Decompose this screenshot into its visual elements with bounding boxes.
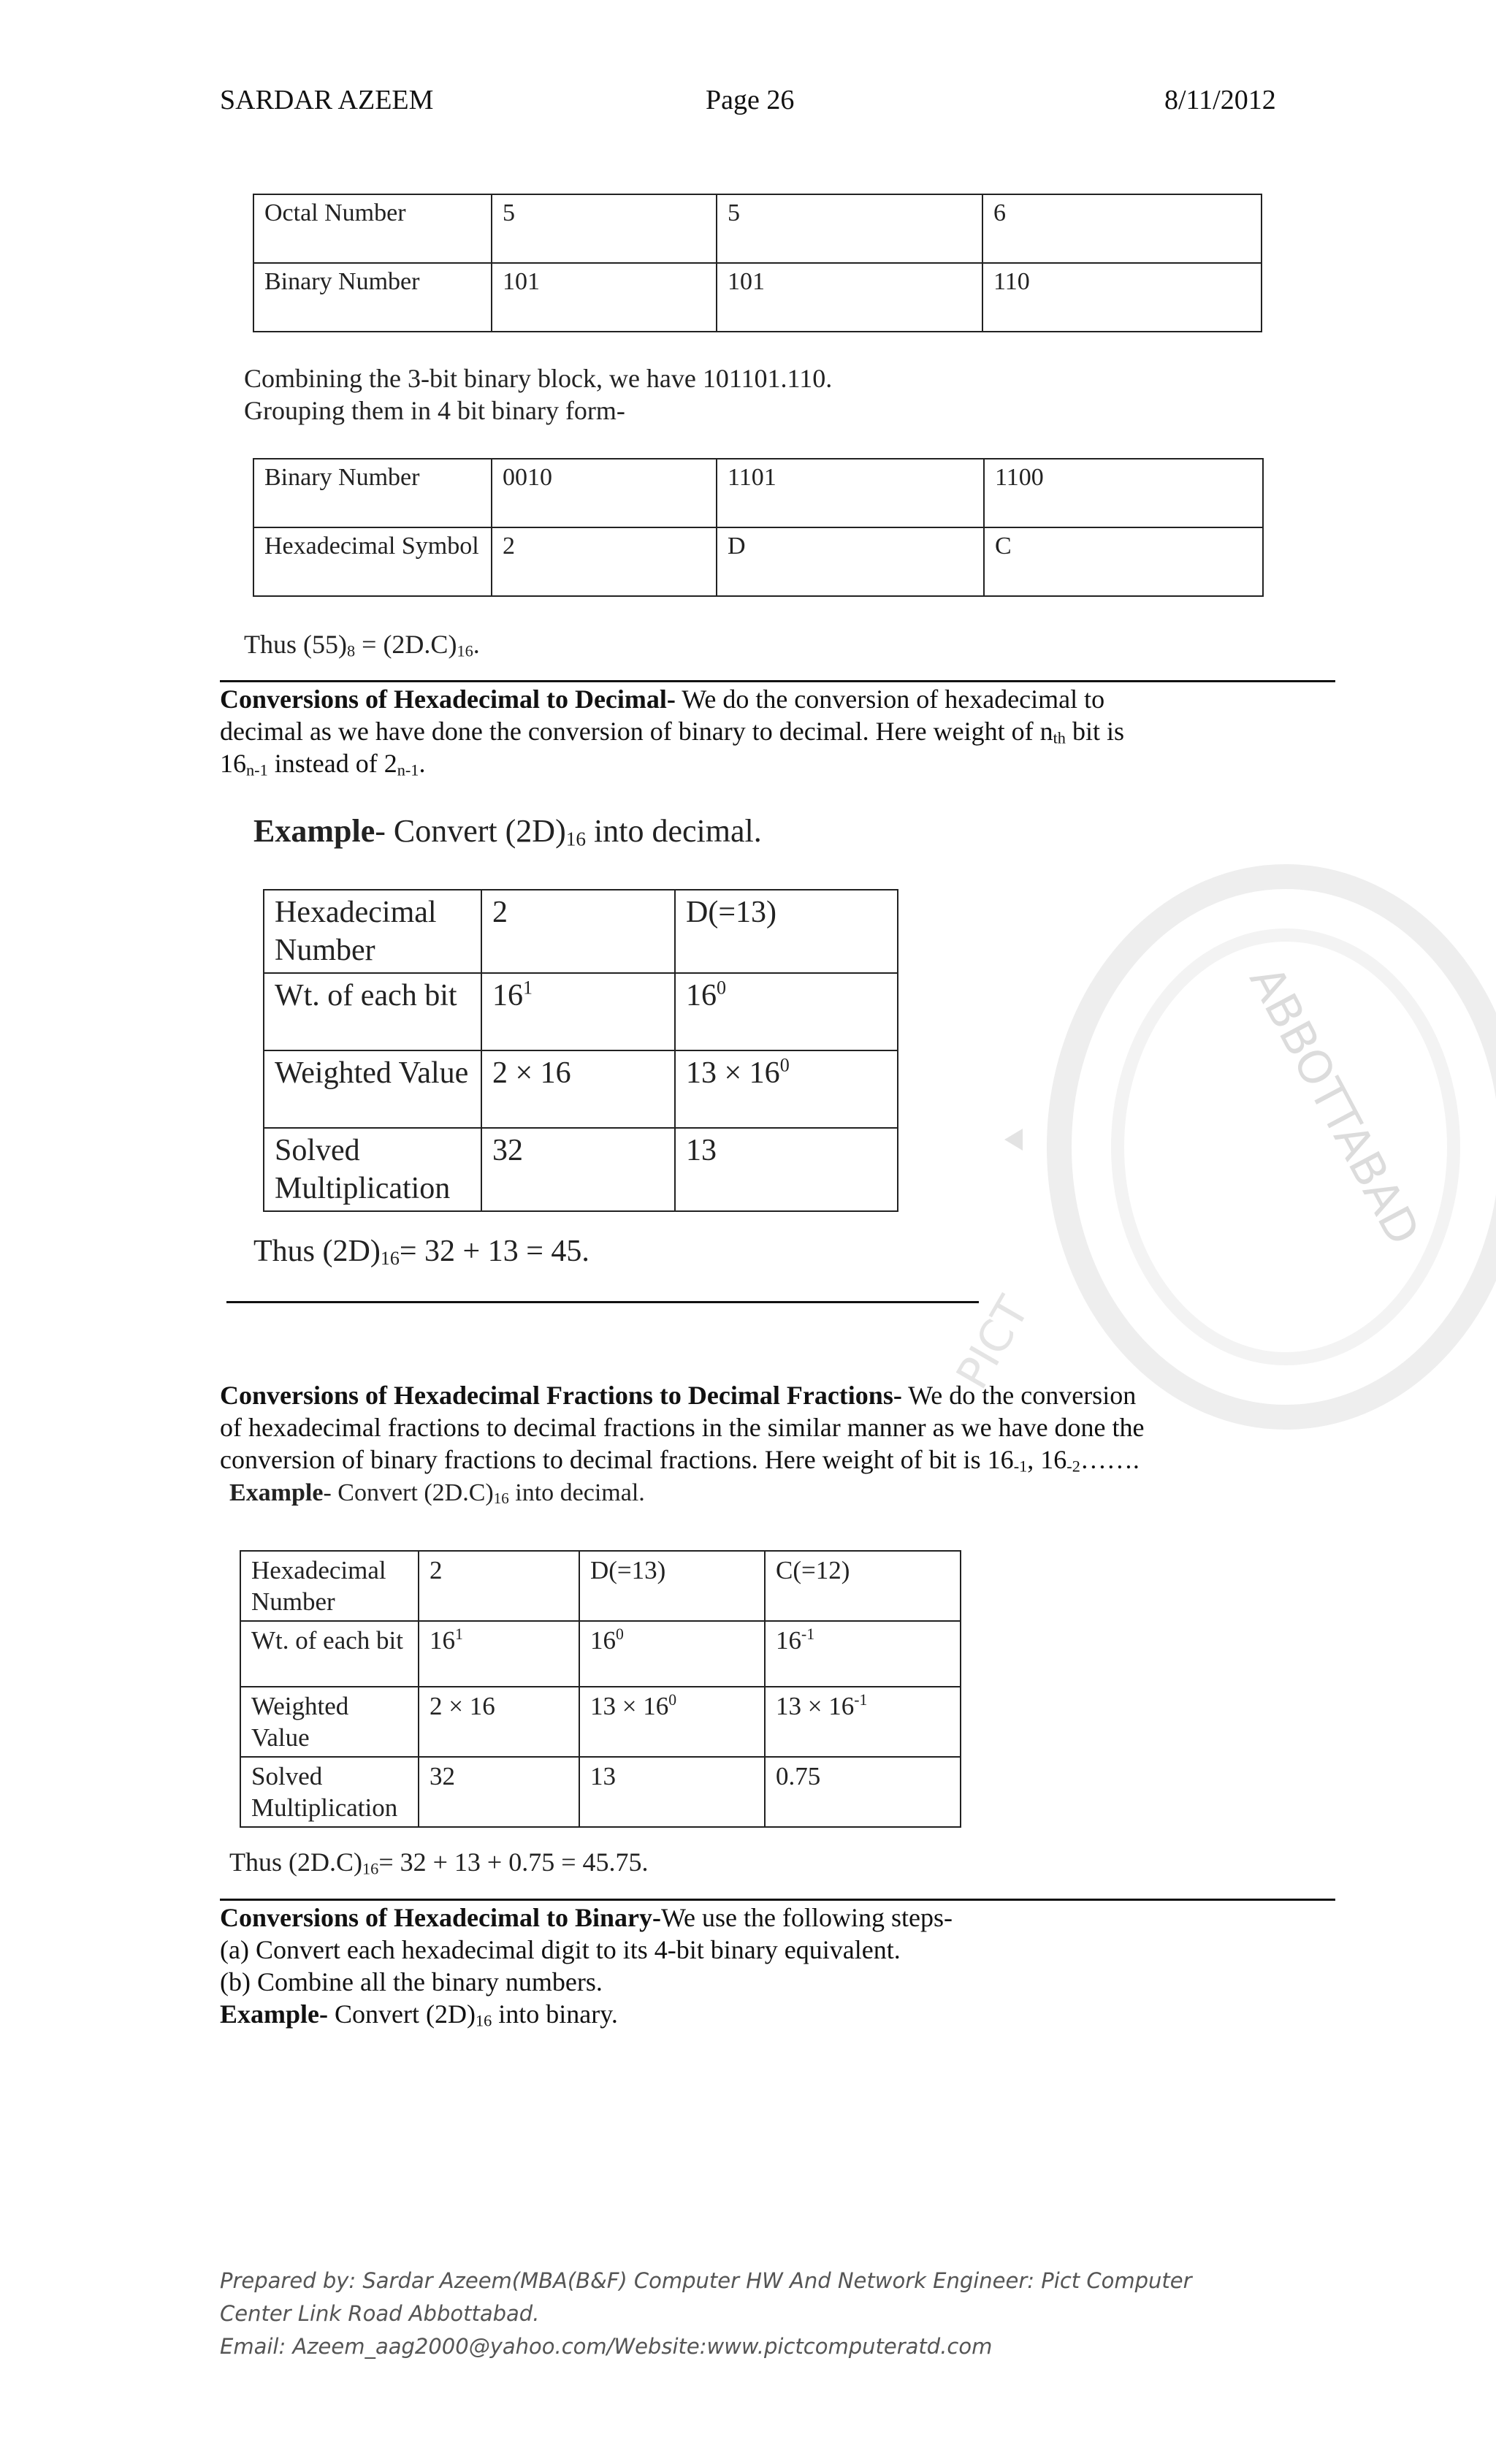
row-label: Wt. of each bit (240, 1621, 419, 1687)
table-cell: 13 (579, 1757, 765, 1827)
table-cell: 5 (492, 194, 717, 263)
footer (220, 2265, 1192, 2363)
section-divider (220, 1899, 1335, 1901)
row-label: Weighted Value (264, 1050, 481, 1128)
table-cell: 0010 (492, 459, 717, 527)
table-row (240, 1551, 961, 1621)
table-row (240, 1687, 961, 1757)
section-hex-to-decimal: Conversions of Hexadecimal to Decimal- We do the conversion of hexadecimal to decimal as we have done the conversion of binary to decimal. Here weight of $n_{th}$ bit is $16_{n-1}$ instead of $2_{n-1}$. (220, 684, 1124, 779)
table-cell: $16^{-1}$ (765, 1621, 961, 1687)
header-page-number: Page 26 (706, 85, 795, 115)
table-cell: $13 \times 16^0$ (579, 1687, 765, 1757)
header-author: SARDAR AZEEM (220, 85, 434, 115)
table-cell: 6 (982, 194, 1262, 263)
table-cell: 5 (717, 194, 982, 263)
watermark-logo (947, 833, 1483, 1432)
table-cell: 0.75 (765, 1757, 961, 1827)
section-hex-to-binary: Conversions of Hexadecimal to Binary-We use the following steps- (a) Convert each hexadecimal digit to its 4-bit binary equivalent. (b) Combine all the binary numbers. Example- Convert $(2D)_{16}$ into binary. (220, 1902, 1359, 2030)
table-cell: $13 \times 16^{-1}$ (765, 1687, 961, 1757)
binary-hex-table (253, 458, 1264, 597)
table-cell: C(=12) (765, 1551, 961, 1621)
thus-octal-hex: Thus $(55)_8 = (2D.C)_{16}$. (244, 630, 480, 660)
section-title: Conversions of Hexadecimal Fractions to Decimal Fractions- (220, 1381, 902, 1410)
table-cell: D (717, 527, 984, 596)
table-cell: 1101 (717, 459, 984, 527)
table-cell: $16^0$ (675, 973, 898, 1050)
hex-fraction-table (240, 1550, 961, 1828)
table-row (240, 1621, 961, 1687)
table-cell: 32 (481, 1128, 675, 1211)
octal-binary-table (253, 194, 1262, 332)
thus-hex-decimal: Thus $(2D)_{16}= 32 + 13 = 45$. (253, 1235, 589, 1270)
table-cell: $13 \times 16^0$ (675, 1050, 898, 1128)
watermark-text: ABBOTTABAD (1239, 957, 1431, 1254)
example-1: Example- Convert $(2D)_{16}$ into decimal. (253, 813, 762, 850)
table-row (264, 1050, 898, 1128)
watermark-text-2: PICT (947, 1288, 1039, 1398)
step-b: (b) Combine all the binary numbers. (220, 1967, 603, 1996)
section-divider (226, 1301, 979, 1303)
hex-decimal-table (263, 889, 898, 1212)
table-row (253, 263, 1262, 332)
table-cell: $16^1$ (419, 1621, 579, 1687)
table-cell: 110 (982, 263, 1262, 332)
table-cell: 101 (717, 263, 982, 332)
row-label: Binary Number (253, 263, 492, 332)
combining-line-2: Grouping them in 4 bit binary form- (244, 396, 625, 425)
row-label: Hexadecimal Symbol (253, 527, 492, 596)
footer-line-1: Prepared by: Sardar Azeem(MBA(B&F) Computer HW And Network Engineer: Pict Computer (220, 2268, 1192, 2293)
table-cell: 1100 (984, 459, 1263, 527)
table-cell: 2 (419, 1551, 579, 1621)
footer-line-3: Email: Azeem_aag2000@yahoo.com/Website:www.pictcomputeratd.com (220, 2334, 993, 2359)
table-cell: 2 × 16 (481, 1050, 675, 1128)
table-row (264, 890, 898, 973)
header-date: 8/11/2012 (1164, 85, 1276, 115)
table-cell: 2 (492, 527, 717, 596)
section-divider (220, 680, 1335, 682)
table-cell: 2 (481, 890, 675, 973)
step-a: (a) Convert each hexadecimal digit to its 4-bit binary equivalent. (220, 1935, 901, 1964)
section-title: Conversions of Hexadecimal to Binary- (220, 1903, 661, 1932)
row-label: Solved Multiplication (240, 1757, 419, 1827)
table-cell: $16^0$ (579, 1621, 765, 1687)
table-row (253, 527, 1263, 596)
table-cell: C (984, 527, 1263, 596)
table-cell: 32 (419, 1757, 579, 1827)
table-cell: $16^1$ (481, 973, 675, 1050)
row-label: Octal Number (253, 194, 492, 263)
footer-line-2: Center Link Road Abbottabad. (220, 2301, 540, 2326)
row-label: Solved Multiplication (264, 1128, 481, 1211)
combining-text (244, 362, 832, 427)
table-row (264, 973, 898, 1050)
table-cell: D(=13) (675, 890, 898, 973)
table-cell: 13 (675, 1128, 898, 1211)
row-label: Hexadecimal Number (264, 890, 481, 973)
table-row (264, 1128, 898, 1211)
thus-hex-fraction: Thus $(2D.C)_{16}= 32 + 13 + 0.75 = 45.75$. (229, 1847, 649, 1878)
table-row (253, 459, 1263, 527)
table-cell: 2 × 16 (419, 1687, 579, 1757)
section-hex-fractions: Conversions of Hexadecimal Fractions to Decimal Fractions- We do the conversion of hexadecimal fractions to decimal fractions in the similar manner as we have done the conversion of binary fractions to decimal fractions. Here weight of bit is $16_{-1}$, $16_{-2}\dots\dots$. (220, 1381, 1145, 1476)
section-title: Conversions of Hexadecimal to Decimal- (220, 684, 676, 714)
table-cell: D(=13) (579, 1551, 765, 1621)
row-label: Hexadecimal Number (240, 1551, 419, 1621)
table-row (240, 1757, 961, 1827)
table-row (253, 194, 1262, 263)
row-label: Wt. of each bit (264, 973, 481, 1050)
row-label: Weighted Value (240, 1687, 419, 1757)
combining-line-1: Combining the 3-bit binary block, we have 101101.110. (244, 364, 833, 393)
row-label: Binary Number (253, 459, 492, 527)
table-cell: 101 (492, 263, 717, 332)
example-2: Example- Convert $(2D.C)_{16}$ into decimal. (229, 1479, 645, 1508)
